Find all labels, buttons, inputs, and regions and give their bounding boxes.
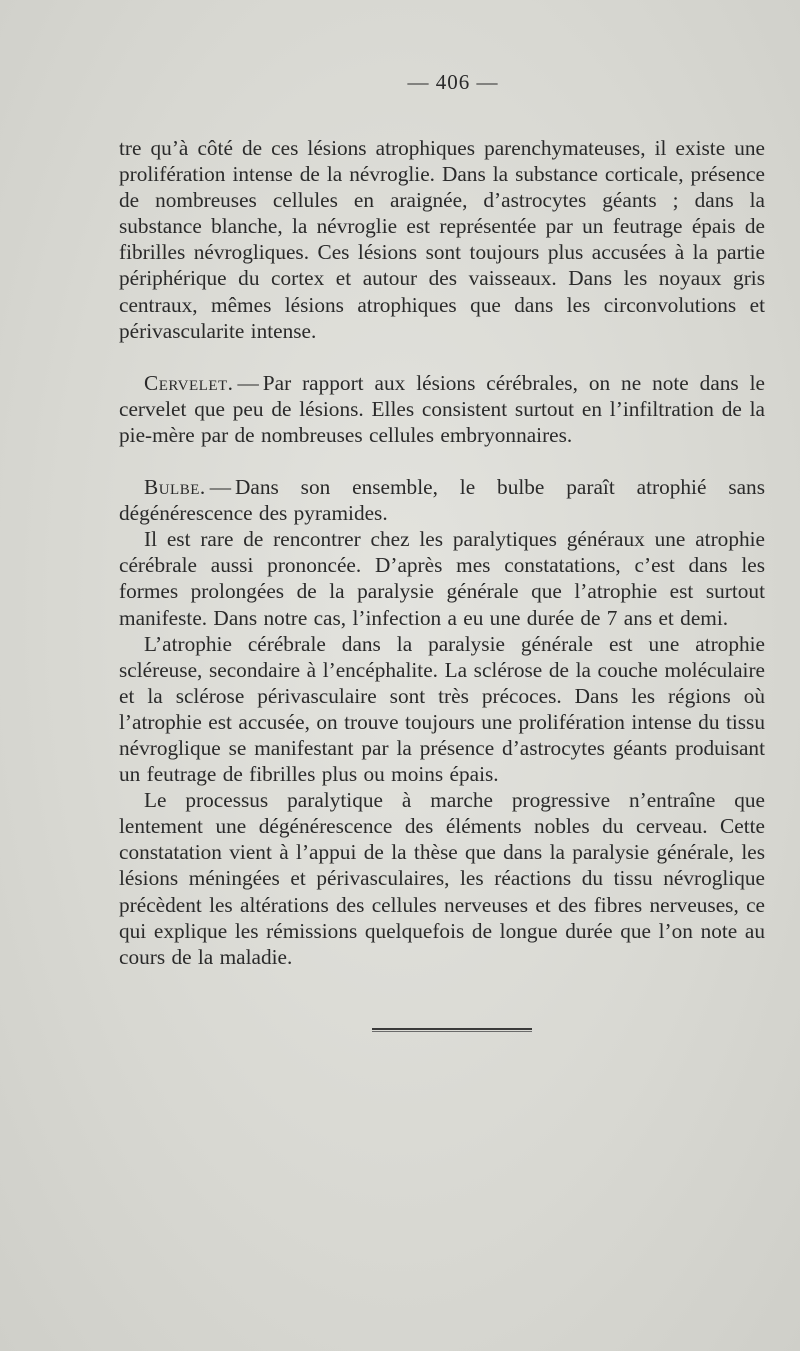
paragraph-sclerous-atrophy: L’atrophie cérébrale dans la paralysie générale est une atrophie scléreuse, secondaire à l’encéphalite. La sclérose de la couche moléculaire et la sclérose périvasculaire sont très précoces. Dans les régions où l’atrophie est accusée, on trouve toujours une prolifération intense du tissu névroglique se manifestant par la présence d’astrocytes géants produisant un feutrage de fibrilles plus ou moins épais. (119, 631, 765, 787)
section-dash: — (209, 475, 231, 500)
paragraph-parenchyma: tre qu’à côté de ces lésions atrophiques parenchymateuses, il existe une prolifération intense de la névroglie. Dans la substance corticale, présence de nombreuses cellules en araignée, d’astrocytes géants ; dans la substance blanche, la névroglie est représentée par un feutrage épais de fibrilles névrogliques. Ces lésions sont toujours plus accusées à la partie périphérique du cortex et autour des vaisseaux. Dans les noyaux gris centraux, mêmes lésions atrophiques que dans les circonvolutions et périvascularite intense. (119, 136, 765, 343)
section-dash: — (237, 370, 259, 395)
section-bulbe (119, 474, 765, 526)
section-heading-cervelet: Cervelet. (144, 370, 234, 395)
page-number: — 406 — (407, 70, 499, 94)
document-page (119, 70, 765, 1030)
section-text-cervelet: Par rapport aux lésions cérébrales, on ne note dans le cervelet que peu de lésions. Elles consistent surtout en l’infiltration de la pie-mère par de nombreuses cellules embryonnaires. (119, 370, 765, 447)
section-text-bulbe: Dans son ensemble, le bulbe paraît atrophié sans dégénérescence des pyramides. (119, 475, 765, 526)
section-cervelet (119, 370, 765, 448)
end-rule (372, 1028, 532, 1030)
paragraph-paralytic-process: Le processus paralytique à marche progressive n’entraîne que lentement une dégénérescence des éléments nobles du cerveau. Cette constatation vient à l’appui de la thèse que dans la paralysie générale, les lésions méningées et périvasculaires, les réactions du tissu névroglique précèdent les altérations des cellules nerveuses et des fibres nerveuses, ce qui explique les rémissions quelquefois de longue durée que l’on note au cours de la maladie. (119, 788, 765, 969)
paragraph-rare-atrophy: Il est rare de rencontrer chez les paralytiques généraux une atrophie cérébrale aussi prononcée. D’après mes constatations, c’est dans les formes prolongées de la paralysie générale que l’atrophie est surtout manifeste. Dans notre cas, l’infection a eu une durée de 7 ans et demi. (119, 527, 765, 630)
section-heading-bulbe: Bulbe. (144, 475, 206, 500)
